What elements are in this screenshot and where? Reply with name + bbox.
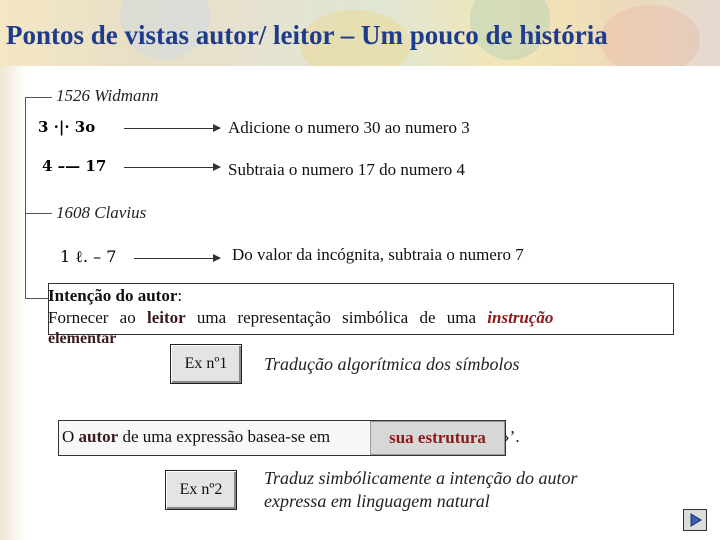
- example-1-button[interactable]: Ex nº1: [170, 344, 242, 384]
- left-decoration-strip: [0, 66, 26, 540]
- page-title: Pontos de vistas autor/ leitor – Um pouco de história: [6, 20, 608, 50]
- arrow-2: [124, 167, 220, 168]
- example-2-caption-line-1: Traduz simbólicamente a intenção do autor: [264, 468, 578, 488]
- section-heading-widmann: 1526 Widmann: [56, 86, 159, 105]
- intent-line-2: [48, 308, 553, 328]
- arrow-1: [124, 128, 220, 129]
- sentence-tail: ›’.: [504, 427, 520, 446]
- intent-middle: uma representação simbólica de uma: [185, 308, 488, 327]
- intent-line-3: elementar: [48, 330, 117, 347]
- widmann-symbol-2: 4 –— 17: [42, 157, 107, 175]
- sentence-author: autor: [78, 427, 119, 446]
- banner-decoration: [600, 5, 700, 66]
- arrow-3: [134, 258, 220, 259]
- widmann-symbol-1: 3 ·|· 3o: [38, 118, 96, 136]
- clavius-symbol: 1 ℓ. – 7: [60, 247, 117, 266]
- intent-reader: leitor: [146, 308, 186, 327]
- example-2-caption-line-2: expressa em linguagem natural: [264, 491, 490, 511]
- inner-bracket: [25, 213, 52, 214]
- intent-colon: :: [177, 286, 183, 305]
- intent-text: [48, 285, 661, 306]
- sentence-middle: de uma expressão basea-se em: [118, 427, 331, 446]
- intent-prefix: Fornecer ao: [48, 308, 147, 327]
- sentence-prefix: O: [62, 427, 79, 446]
- example-1-caption: Tradução algorítmica dos símbolos: [264, 354, 520, 374]
- example-2-button[interactable]: Ex nº2: [165, 470, 237, 510]
- next-slide-button[interactable]: [683, 509, 707, 531]
- intent-label: Intenção do autor: [48, 286, 178, 305]
- structure-highlight: sua estrutura: [370, 421, 505, 455]
- title-banner: [0, 0, 720, 66]
- intent-instruction: instrução: [487, 308, 554, 327]
- statement-1: Adicione o numero 30 ao numero 3: [228, 118, 470, 137]
- section-heading-clavius: 1608 Clavius: [56, 203, 147, 222]
- statement-2: Subtraia o numero 17 do numero 4: [228, 160, 466, 179]
- sentence-text: [62, 427, 330, 447]
- play-triangle-icon: [684, 510, 706, 530]
- statement-3: Do valor da incógnita, subtraia o numero 7: [232, 245, 524, 264]
